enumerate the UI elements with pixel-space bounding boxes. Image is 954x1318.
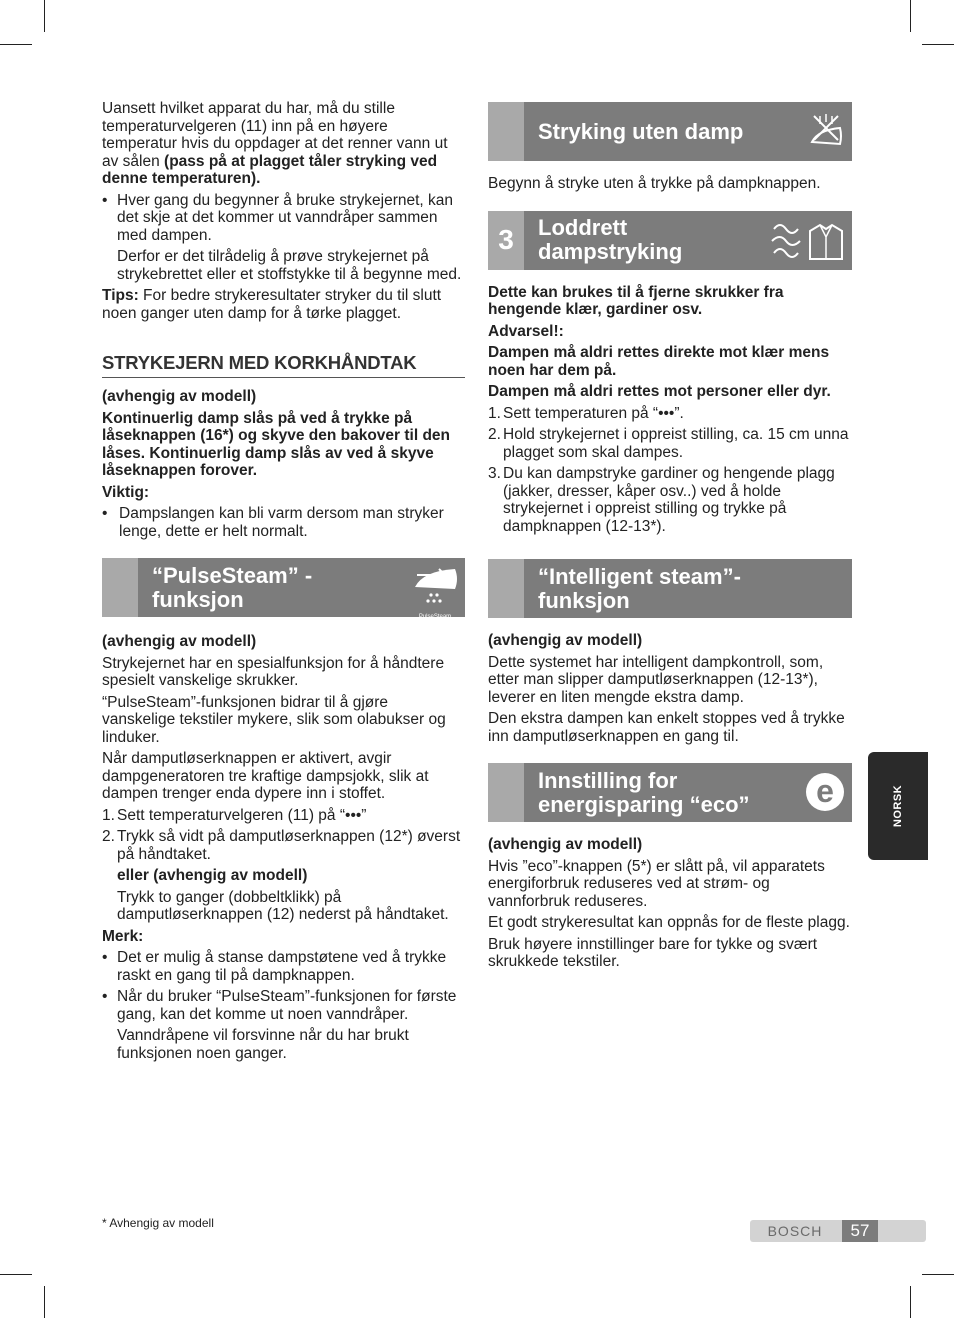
pulsesteam-icon — [409, 561, 461, 620]
no-steam-text: Begynn å stryke uten å trykke på dampknappen. — [488, 175, 821, 192]
brand-label: BOSCH — [767, 1223, 823, 1239]
intelligent-paragraph-1: Dette systemet har intelligent dampkontroll, som, etter man slipper damputløserknappen (12-13*), leverer en liten mengde ekstra damp. — [488, 653, 824, 706]
vertical-step-1: 1. Sett temperaturen på “•••”. — [488, 404, 684, 422]
section-number: 3 — [488, 211, 524, 270]
eco-section-header — [488, 763, 852, 822]
intelligent-steam-section-header — [488, 559, 852, 618]
pulsesteam-title: “PulseSteam” -funksjon — [152, 562, 313, 612]
intelligent-paragraph-2: Den ekstra dampen kan enkelt stoppes ved å trykke inn damputløserknappen en gang til. — [488, 710, 845, 745]
intelligent-steam-title: “Intelligent steam”- funksjon — [538, 563, 741, 613]
crop-mark — [922, 1274, 954, 1275]
section-marker — [488, 559, 524, 618]
intelligent-model-note: (avhengig av modell) — [488, 632, 643, 649]
language-tab: NORSK — [868, 752, 928, 860]
pulse-paragraph-2: “PulseSteam”-funksjonen bidrar til å gjøre vanskelige tekstiler mykere, slik som olabukser og linduker. — [102, 693, 446, 746]
pulse-note-label: Merk: — [102, 927, 144, 945]
pulse-bullet-2: • Når du bruker “PulseSteam”-funksjonen for første gang, kan det komme ut noen vanndråper. — [102, 988, 457, 1023]
vertical-warning-2: Dampen må aldri rettes mot personer eller dyr. — [488, 383, 831, 400]
pulse-paragraph-1: Strykejernet har en spesialfunksjon for å håndtere spesielt vanskelige skrukker. — [102, 654, 445, 689]
cork-handle-heading: STRYKEJERN MED KORKHÅNDTAK — [102, 352, 465, 378]
pulsesteam-section-header — [102, 558, 465, 620]
right-column — [488, 102, 852, 975]
pulse-paragraph-3: Når damputløserknappen er aktivert, avgir dampgeneratoren tre kraftige dampsjokk, slik at dampen trenger enda dypere inn i stoffet. — [102, 750, 429, 802]
footnote: * Avhengig av modell — [102, 1216, 214, 1230]
eco-icon: e — [806, 773, 844, 811]
vertical-steam-section-header — [488, 211, 852, 270]
crop-mark — [0, 44, 32, 45]
vertical-warning-label: Advarsel!: — [488, 322, 564, 340]
section-marker — [102, 558, 138, 617]
crop-mark — [0, 1274, 32, 1275]
intro-bullet: • Hver gang du begynner å bruke strykejernet, kan det skje at det kommer ut vanndråper sammen med dampen. — [102, 191, 454, 244]
eco-title: Innstilling for energisparing “eco” — [538, 767, 750, 817]
vertical-step-2: 2. Hold strykejernet i oppreist stilling, ca. 15 cm unna plagget som skal dampes. — [488, 426, 849, 461]
vertical-warning-1: Dampen må aldri rettes direkte mot klær mens noen har dem på. — [488, 344, 830, 379]
page-number: 57 — [842, 1220, 878, 1242]
no-steam-section-header — [488, 102, 852, 161]
cork-model-note: (avhengig av modell) — [102, 388, 257, 405]
pulse-model-note: (avhengig av modell) — [102, 633, 257, 650]
pulse-step-2-alt: Trykk to ganger (dobbeltklikk) på damputløserknappen (12) nederst på håndtaket. — [117, 888, 449, 923]
intro-bullet-continuation: Derfor er det tilrådelig å prøve strykejernet på strykebrettet eller et stoffstykke til å begynne med. — [117, 248, 462, 283]
intro-paragraph: Uansett hvilket apparat du har, må du stille temperaturvelgeren (11) inn på en høyere temperatur hvis du oppdager at det renner vann ut av sålen (pass på at plagget tåler stryking ved denne temperaturen). — [102, 100, 448, 187]
crop-mark — [910, 0, 911, 32]
eco-paragraph-2: Et godt strykeresultat kan oppnås for de fleste plagg. — [488, 914, 850, 931]
tips-paragraph: Tips: For bedre strykeresultater stryker du til slutt noen ganger uten damp for å tørke plagget. — [102, 287, 442, 322]
cork-bullet: • Dampslangen kan bli varm dersom man stryker lenge, dette er helt normalt. — [102, 505, 444, 540]
eco-paragraph-1: Hvis ”eco”-knappen (5*) er slått på, vil apparatets energiforbruk reduseres ved at strøm- og vannforbruk reduseres. — [488, 857, 825, 910]
crop-mark — [44, 1286, 45, 1318]
vertical-steam-icon — [768, 219, 844, 268]
crop-mark — [910, 1286, 911, 1318]
pulse-step-1: 1. Sett temperaturvelgeren (11) på “•••” — [102, 806, 367, 824]
crop-mark — [922, 44, 954, 45]
vertical-steam-title: Loddrett dampstryking — [538, 215, 683, 264]
section-marker — [488, 102, 524, 161]
eco-model-note: (avhengig av modell) — [488, 836, 643, 853]
no-steam-icon — [808, 112, 844, 157]
crop-mark — [44, 0, 45, 32]
section-marker — [488, 763, 524, 822]
pulse-bullet-1: • Det er mulig å stanse dampstøtene ved å trykke raskt en gang til på dampknappen. — [102, 949, 447, 984]
cork-instructions: Kontinuerlig damp slås på ved å trykke på låseknappen (16*) og skyve den bakover til den låses. Kontinuerlig damp slås av ved å skyve låseknappen forover. — [102, 409, 451, 479]
pulsesteam-icon-label: PulseSteam — [418, 614, 452, 620]
pulse-step-2: 2. Trykk så vidt på damputløserknappen (12*) øverst på håndtaket. — [102, 828, 461, 863]
no-steam-title: Stryking uten damp — [538, 118, 744, 144]
left-column — [102, 100, 465, 1066]
pulse-bullet-2-continuation: Vanndråpene vil forsvinne når du har brukt funksjonen noen ganger. — [117, 1027, 409, 1062]
vertical-step-3: 3. Du kan dampstryke gardiner og hengende plagg (jakker, dresser, kåper osv..) ved å holde strykejernet i oppreist stilling og trykke på dampknappen (12-13*). — [488, 465, 835, 535]
vertical-intro: Dette kan brukes til å fjerne skrukker fra hengende klær, gardiner osv. — [488, 283, 784, 318]
cork-important-label: Viktig: — [102, 483, 150, 501]
eco-paragraph-3: Bruk høyere innstillinger bare for tykke og svært skrukkede tekstiler. — [488, 935, 818, 970]
pulse-or-label: eller (avhengig av modell) — [117, 867, 308, 884]
